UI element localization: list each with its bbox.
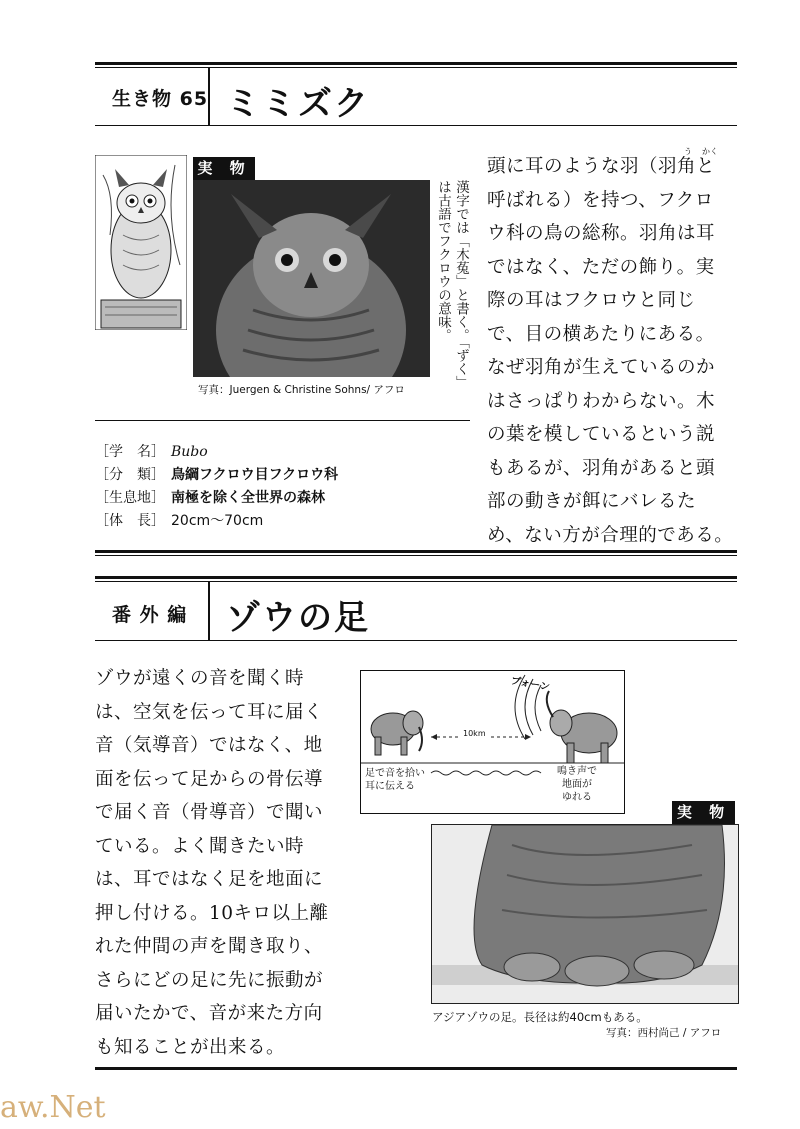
owl-body-line: で、目の横あたりにある。 <box>487 323 715 345</box>
info-value: 南極を除く全世界の森林 <box>171 490 325 506</box>
elephant-body-line: 音（気導音）ではなく、地 <box>95 735 323 756</box>
info-divider <box>95 420 470 421</box>
section1-bottom-rule <box>95 550 737 553</box>
section2-title: ゾウの足 <box>226 598 370 638</box>
elephant-body-line: も知ることが出来る。 <box>95 1036 286 1058</box>
owl-body-line: め、ない方が合理的である。 <box>487 524 734 546</box>
elephant-diagram <box>360 670 625 814</box>
section2-header-bottom-rule <box>95 640 737 641</box>
owl-photo-credit: 写真：Juergen & Christine Sohns/ アフロ <box>198 384 405 396</box>
info-key: ［分 類］ <box>95 467 165 483</box>
owl-body-line: の葉を模しているという説 <box>487 424 716 445</box>
elephant-photo-caption: アジアゾウの足。長径は約40cmもある。 <box>432 1010 648 1024</box>
watermark: aw.Net <box>0 1090 106 1125</box>
section1-header-bottom-rule <box>95 125 737 126</box>
owl-body-line: はさっぱりわからない。木 <box>487 390 716 412</box>
elephant-body-line: で届く音（骨導音）で聞い <box>95 802 324 823</box>
section1-title: ミミズク <box>226 84 370 124</box>
owl-info-table <box>95 441 338 533</box>
owl-body-line: 際の耳はフクロウと同じ <box>487 290 696 311</box>
elephant-body-text <box>95 662 329 1064</box>
elephant-photo-badge: 実 物 <box>672 801 735 824</box>
owl-body-line: 部の動きが餌にバレるた <box>487 491 697 512</box>
section2-top-rule-thin <box>95 581 737 582</box>
elephant-body-line: は、耳ではなく足を地面に <box>95 869 324 890</box>
owl-body-text <box>487 150 733 552</box>
info-value: 20cm〜70cm <box>171 513 264 529</box>
elephant-body-line: は、空気を伝って耳に届く <box>95 701 324 723</box>
info-key: ［学 名］ <box>95 444 165 460</box>
diagram-right-note <box>557 765 597 804</box>
owl-body-line: もあるが、羽角があると頭 <box>487 457 716 479</box>
elephant-body-line: れた仲間の声を聞き取り、 <box>95 936 324 957</box>
owl-illustration <box>95 155 187 330</box>
page-bottom-rule <box>95 1067 737 1070</box>
info-value: Bubo <box>171 444 208 460</box>
owl-body-line: 頭に耳のような羽（羽角と <box>487 156 716 177</box>
owl-photo <box>193 180 430 377</box>
elephant-photo-credit: 写真：西村尚己 / アフロ <box>606 1027 722 1039</box>
elephant-body-line: ゾウが遠くの音を聞く時 <box>95 668 305 689</box>
diagram-left-note <box>365 767 425 793</box>
section2-top-rule <box>95 576 737 579</box>
diagram-right-note-line: 鳴き声で <box>557 766 597 777</box>
diagram-sound-label: ブォーン <box>509 675 551 694</box>
section1-bottom-rule-thin <box>95 555 737 556</box>
info-row-length <box>95 510 338 533</box>
info-row-classification <box>95 464 338 487</box>
owl-body-line: ウ科の鳥の総称。羽角は耳 <box>487 223 716 244</box>
owl-vertical-note-1: 漢字では「木菟」と書く。「ずく」 <box>453 180 469 390</box>
elephant-body-line: 面を伝って足からの骨伝導 <box>95 768 324 790</box>
elephant-body-line: 届いたかで、音が来た方向 <box>95 1003 323 1024</box>
diagram-left-note-line: 足で音を拾い <box>365 768 425 779</box>
diagram-right-note-line: 地面が <box>562 779 592 790</box>
info-row-habitat <box>95 487 338 510</box>
section2-header-divider <box>208 582 210 640</box>
diagram-distance-label: 10km <box>463 729 486 738</box>
elephant-body-line: 押し付ける。10キロ以上離 <box>95 902 329 924</box>
section1-header-divider <box>208 68 210 126</box>
owl-body-line: なぜ羽角が生えているのか <box>487 357 716 378</box>
ruby-u: う <box>684 147 692 156</box>
elephant-foot-photo <box>431 824 739 1004</box>
diagram-left-note-line: 耳に伝える <box>365 781 415 792</box>
owl-body-line: ではなく、ただの飾り。実 <box>487 256 715 278</box>
owl-photo-badge: 実 物 <box>193 157 255 180</box>
elephant-body-line: ている。よく聞きたい時 <box>95 835 305 857</box>
section1-category: 生き物 65 <box>112 88 209 110</box>
elephant-body-line: さらにどの足に先に振動が <box>95 969 324 991</box>
info-value: 鳥綱フクロウ目フクロウ科 <box>171 467 339 483</box>
info-key: ［生息地］ <box>95 490 165 506</box>
section1-top-rule <box>95 62 737 65</box>
info-key: ［体 長］ <box>95 513 165 529</box>
owl-vertical-note-2: は古語でフクロウの意味。 <box>435 180 451 342</box>
ruby-kaku: かく <box>702 147 718 156</box>
owl-body-line: 呼ばれる）を持つ、フクロ <box>487 189 714 211</box>
diagram-right-note-line: ゆれる <box>562 792 592 803</box>
section1-top-rule-thin <box>95 67 737 68</box>
info-row-scientific-name <box>95 441 338 464</box>
section2-category: 番 外 編 <box>112 604 188 626</box>
